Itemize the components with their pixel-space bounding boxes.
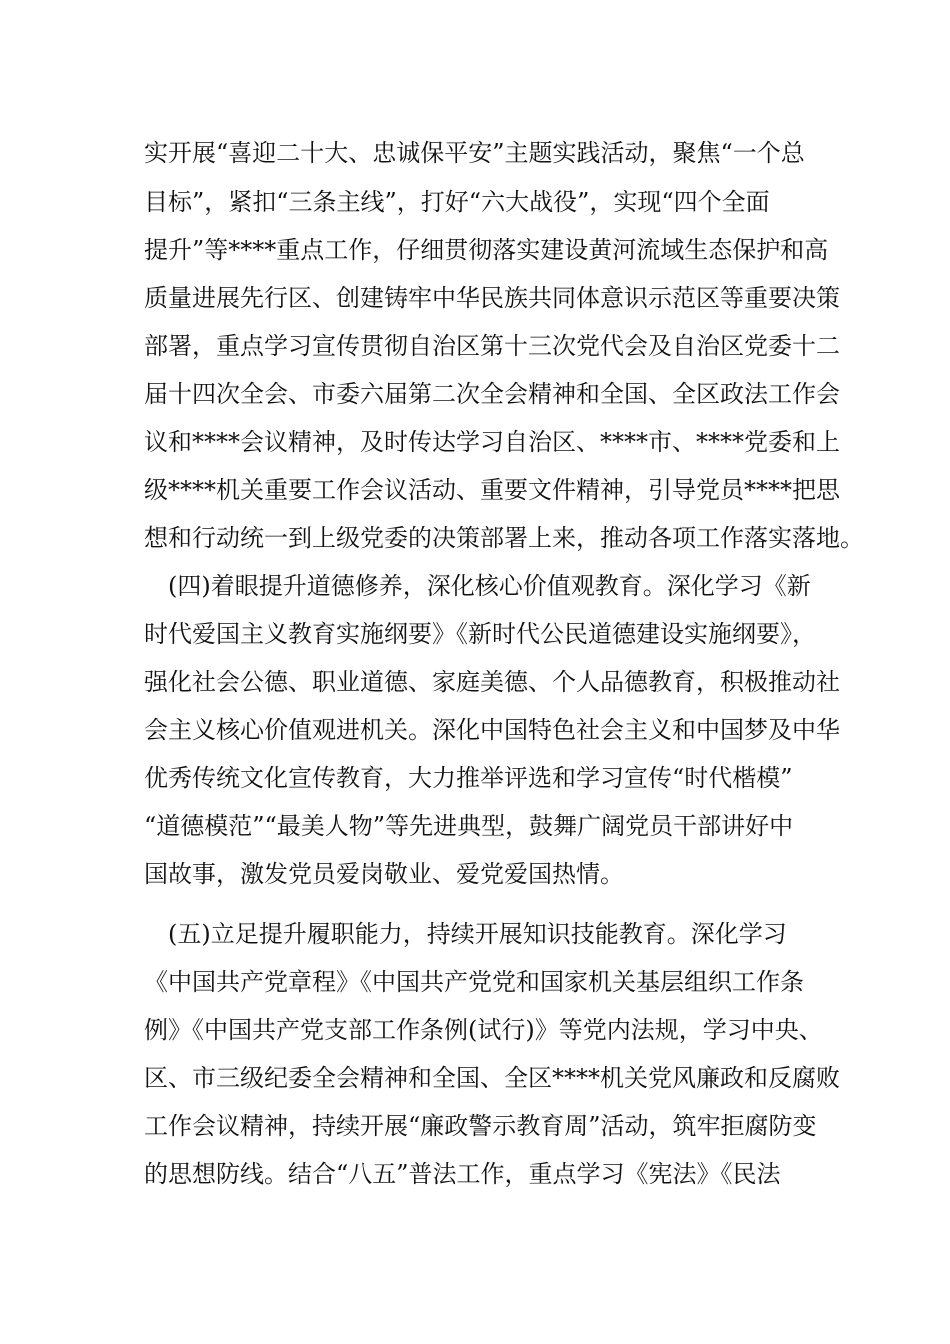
- text-line: 目标”，紧扣“三条主线”，打好“六大战役”，实现“四个全面: [144, 188, 770, 216]
- paragraph-gap: [144, 898, 808, 910]
- body-text: [144, 128, 864, 1198]
- text-line: 区、市三级纪委全会精神和全国、全区****机关党风廉政和反腐败: [144, 1064, 840, 1092]
- text-line: 优秀传统文化宣传教育，大力推举评选和学习宣传“时代楷模”: [144, 764, 793, 792]
- text-line: 国故事，激发党员爱岗敬业、爱党爱国热情。: [144, 860, 624, 888]
- paragraph-heading-5: (五)立足提升履职能力，持续开展知识技能教育。深化学习: [168, 920, 787, 948]
- text-line: 《中国共产党章程》《中国共产党党和国家机关基层组织工作条: [144, 968, 804, 996]
- text-line: 实开展“喜迎二十大、忠诚保平安”主题实践活动，聚焦“一个总: [144, 139, 805, 167]
- text-line: 工作会议精神，持续开展“廉政警示教育周”活动，筑牢拒腐防变: [144, 1112, 817, 1140]
- text-line: 提升”等****重点工作，仔细贯彻落实建设黄河流域生态保护和高: [144, 236, 829, 264]
- paragraph-heading-4: (四)着眼提升道德修养，深化核心价值观教育。深化学习《新: [168, 572, 811, 600]
- text-line: 部署，重点学习宣传贯彻自治区第十三次党代会及自治区党委十二: [144, 332, 840, 360]
- text-line: 质量进展先行区、创建铸牢中华民族共同体意识示范区等重要决策: [144, 284, 840, 312]
- text-line: 时代爱国主义教育实施纲要》《新时代公民道德建设实施纲要》，: [144, 620, 816, 648]
- text-line: 想和行动统一到上级党委的决策部署上来，推动各项工作落实落地。: [144, 524, 864, 552]
- text-line: 强化社会公德、职业道德、家庭美德、个人品德教育，积极推动社: [144, 668, 840, 696]
- text-line: 例》《中国共产党支部工作条例(试行)》等党内法规，学习中央、: [144, 1016, 823, 1044]
- text-line: 届十四次全会、市委六届第二次全会精神和全国、全区政法工作会: [144, 380, 840, 408]
- text-line: 的思想防线。结合“八五”普法工作，重点学习《宪法》《民法: [144, 1160, 781, 1188]
- text-line: 议和****会议精神，及时传达学习自治区、****市、****党委和上: [144, 428, 840, 456]
- text-line: 级****机关重要工作会议活动、重要文件精神，引导党员****把思: [144, 476, 840, 504]
- text-line: 会主义核心价值观进机关。深化中国特色社会主义和中国梦及中华: [144, 716, 840, 744]
- text-line: “道德模范”“最美人物”等先进典型，鼓舞广阔党员干部讲好中: [144, 812, 794, 840]
